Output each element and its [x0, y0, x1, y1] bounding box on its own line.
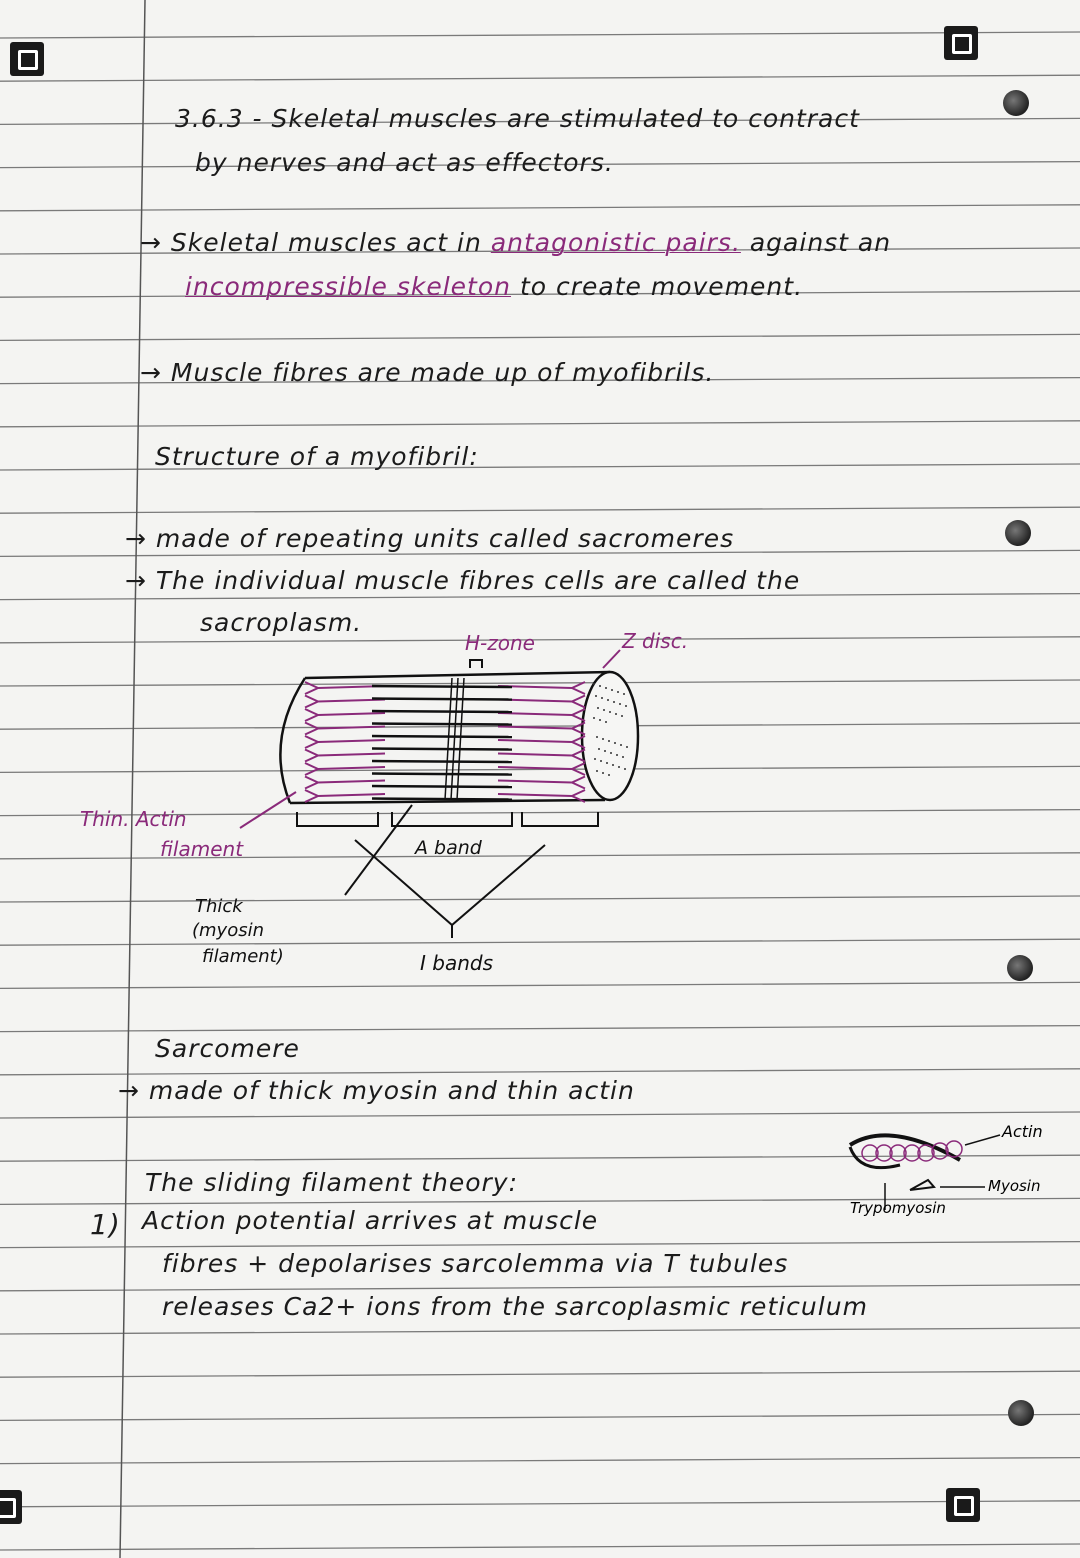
thin-filament [305, 682, 585, 694]
corner-marker-bottom-left [0, 1490, 22, 1524]
i-bands-label: I bands [420, 951, 493, 975]
stipple-dot [599, 685, 601, 687]
stipple-dot [594, 758, 596, 760]
stipple-dot [616, 754, 618, 756]
heading-text: Skeletal muscles are stimulated to contract [271, 104, 860, 133]
stipple-dot [597, 707, 599, 709]
point-text: made of thick myosin and thin actin [148, 1076, 635, 1105]
bullet-text: against an [749, 228, 892, 257]
thick-filament [372, 724, 512, 725]
stipple-dot [599, 719, 601, 721]
stipple-dot [609, 711, 611, 713]
stipple-dot [603, 709, 605, 711]
tropomyosin-label: Trypomyosin [850, 1199, 946, 1217]
thick-filament-label-3: filament) [202, 946, 284, 967]
stipple-dot [593, 683, 595, 685]
stipple-dot [596, 736, 598, 738]
thick-filament [372, 711, 512, 712]
sliding-line-3: releases Ca2+ ions from the sarcoplasmic reticulum [162, 1292, 868, 1321]
thick-filament [372, 749, 512, 750]
sarcomere-point [118, 1076, 635, 1105]
stipple-dot [605, 687, 607, 689]
sarcomere-title: Sarcomere [155, 1034, 300, 1063]
rule-line [0, 1285, 1080, 1291]
corner-marker-bottom-right [946, 1488, 980, 1522]
thick-filament [372, 686, 512, 687]
stipple-dot [604, 750, 606, 752]
thin-filament-label-1: Thin. Actin [80, 807, 187, 831]
stipple-dot [626, 746, 628, 748]
h-zone-label: H-zone [465, 631, 535, 655]
stipple-dot [613, 701, 615, 703]
thin-filament [305, 750, 585, 762]
myosin-label: Myosin [988, 1177, 1041, 1195]
stipple-dot [602, 772, 604, 774]
heading-line-2: by nerves and act as effectors. [195, 148, 614, 177]
arrow-icon: → [140, 228, 171, 257]
rule-line [0, 1544, 1080, 1550]
actin-myosin-diagram [840, 1115, 1080, 1225]
stipple-dot [608, 740, 610, 742]
rule-line [0, 1414, 1080, 1420]
bullet-text: Skeletal muscles act in [170, 228, 482, 257]
stipple-dot [601, 697, 603, 699]
thick-filament-label-2: (myosin [192, 920, 265, 941]
point-text: The individual muscle fibres cells are called the [155, 566, 801, 595]
rule-line [0, 1501, 1080, 1507]
sliding-title: The sliding filament theory: [145, 1168, 518, 1197]
thick-filament [372, 736, 512, 737]
stipple-dot [602, 738, 604, 740]
stipple-dot [600, 760, 602, 762]
stipple-dot [620, 744, 622, 746]
stipple-dot [617, 691, 619, 693]
actin-label: Actin [1002, 1122, 1043, 1141]
highlight-incompressible: incompressible skeleton [185, 272, 512, 301]
stipple-dot [607, 699, 609, 701]
stipple-dot [614, 742, 616, 744]
stipple-dot [608, 774, 610, 776]
highlight-antagonistic: antagonistic pairs. [490, 228, 741, 257]
thick-filament [372, 786, 512, 787]
punch-hole [1008, 1400, 1034, 1426]
thick-filament [372, 799, 512, 800]
arrow-icon: → [140, 358, 171, 387]
structure-title: Structure of a myofibril: [155, 442, 479, 471]
rule-line [0, 1328, 1080, 1334]
thin-filament-label-2: filament [160, 837, 244, 861]
stipple-dot [596, 770, 598, 772]
arrow-icon: → [125, 524, 147, 553]
stipple-dot [606, 762, 608, 764]
rule-line [0, 1026, 1080, 1032]
stipple-dot [618, 766, 620, 768]
stipple-dot [612, 764, 614, 766]
stipple-dot [624, 768, 626, 770]
stipple-dot [605, 721, 607, 723]
stipple-dot [593, 717, 595, 719]
bullet-text: to create movement. [519, 272, 804, 301]
arrow-icon: → [118, 1076, 149, 1105]
bullet-text: Muscle fibres are made up of myofibrils. [170, 358, 715, 387]
stipple-dot [622, 756, 624, 758]
rule-line [0, 1458, 1080, 1464]
stipple-dot [623, 693, 625, 695]
z-disc-label: Z disc. [622, 629, 689, 653]
point-text: made of repeating units called sacromeres [155, 524, 735, 553]
stipple-dot [615, 713, 617, 715]
sliding-line-1: Action potential arrives at muscle [142, 1206, 599, 1235]
stipple-dot [621, 715, 623, 717]
stipple-dot [611, 689, 613, 691]
rule-line [0, 1069, 1080, 1075]
rule-line [0, 1371, 1080, 1377]
thin-filament [305, 696, 585, 708]
arrow-icon: → [125, 566, 147, 595]
structure-point-2-cont: sacroplasm. [200, 608, 363, 637]
stipple-dot [595, 695, 597, 697]
stipple-dot [610, 752, 612, 754]
step-number: 1) [90, 1208, 121, 1241]
stipple-dot [598, 748, 600, 750]
stipple-dot [625, 705, 627, 707]
thick-filament [372, 699, 512, 700]
thick-filament-label-1: Thick [195, 896, 243, 917]
section-number: 3.6.3 - [175, 104, 263, 133]
sliding-line-2: fibres + depolarises sarcolemma via T tubules [162, 1249, 789, 1278]
thick-filament [372, 774, 512, 775]
thin-filament [305, 736, 585, 748]
a-band-label: A band [415, 837, 482, 859]
rule-line [0, 1242, 1080, 1248]
stipple-dot [619, 703, 621, 705]
thick-filament [372, 761, 512, 762]
